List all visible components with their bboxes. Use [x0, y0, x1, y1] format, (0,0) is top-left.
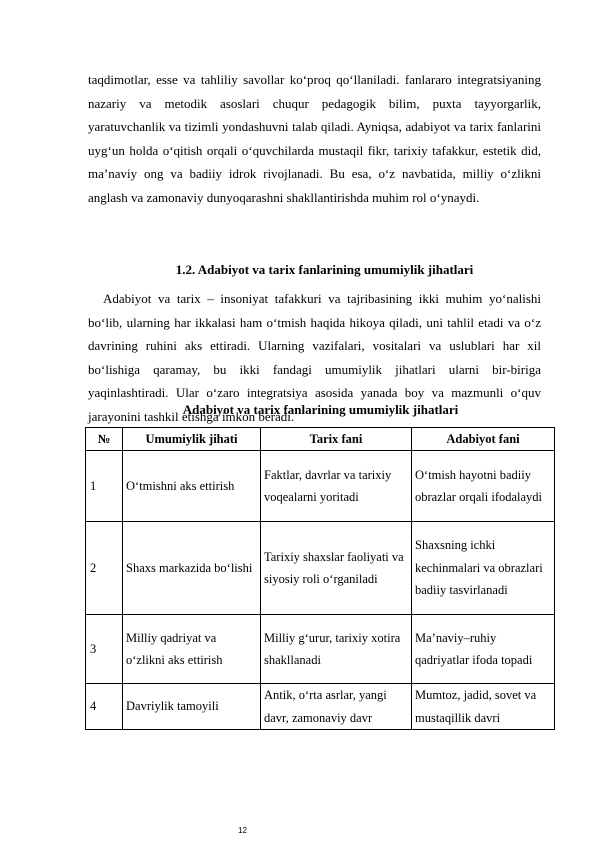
header-literature: Adabiyot fani	[412, 428, 555, 451]
row-aspect: Shaxs markazida bo‘lishi	[123, 522, 261, 615]
row-number: 3	[86, 615, 123, 684]
row-history: Faktlar, davrlar va tarixiy voqealarni yoritadi	[261, 451, 412, 522]
table-title: Adabiyot va tarix fanlarining umumiylik jihatlari	[182, 402, 459, 417]
header-number: №	[86, 428, 123, 451]
row-aspect: O‘tmishni aks ettirish	[123, 451, 261, 522]
comparison-table	[85, 427, 555, 730]
row-history: Milliy g‘urur, tarixiy xotira shakllanadi	[261, 615, 412, 684]
table-row	[86, 615, 555, 684]
row-aspect: Milliy qadriyat va o‘zlikni aks ettirish	[123, 615, 261, 684]
header-aspect: Umumiylik jihati	[123, 428, 261, 451]
row-history: Tarixiy shaxslar faoliyati va siyosiy roli o‘rganiladi	[261, 522, 412, 615]
section-paragraph: Adabiyot va tarix – insoniyat tafakkuri va tajribasining ikki muhim yo‘nalishi bo‘lib, ularning har ikkalasi ham o‘tmish haqida hikoya qiladi, uni tahlil etadi va o‘z davrining ruhini aks ettiradi. Ularning vazifalari, vositalari va uslublari har xil bo‘lishiga qaramay, bu ikki fandagi umumiylik jihatlari ularni bir-biriga yaqinlashtiradi. Ular o‘zaro integratsiya asosida yanada boy va mazmunli o‘quv jarayonini tashkil etishga imkon beradi.	[88, 291, 541, 424]
section-heading: 1.2. Adabiyot va tarix fanlarining umumiylik jihatlari	[175, 262, 474, 277]
row-literature: Mumtoz, jadid, sovet va mustaqillik davri	[412, 684, 555, 730]
row-literature: Ma’naviy–ruhiy qadriyatlar ifoda topadi	[412, 615, 555, 684]
row-number: 2	[86, 522, 123, 615]
intro-paragraph: taqdimotlar, esse va tahliliy savollar ko‘proq qo‘llaniladi. fanlararo integratsiyaning nazariy va metodik asoslari chuqur pedagogik bilim, puxta tayyorgarlik, yaratuvchanlik va tizimli yondashuvni talab qiladi. Ayniqsa, adabiyot va tarix fanlarini uyg‘un holda o‘qitish orqali o‘quvchilarda mustaqil fikr, tarixiy tafakkur, estetik did, ma’naviy ong va badiiy idrok rivojlanadi. Bu esa, o‘z navbatida, milliy o‘zlikni anglash va zamonaviy dunyoqarashni shakllantirishda muhim rol o‘ynaydi.	[88, 72, 541, 205]
row-history: Antik, o‘rta asrlar, yangi davr, zamonaviy davr	[261, 684, 412, 730]
row-literature: Shaxsning ichki kechinmalari va obrazlari badiiy tasvirlanadi	[412, 522, 555, 615]
header-history: Tarix fani	[261, 428, 412, 451]
row-aspect: Davriylik tamoyili	[123, 684, 261, 730]
table-row	[86, 684, 555, 730]
row-number: 4	[86, 684, 123, 730]
table-row	[86, 451, 555, 522]
table-row	[86, 522, 555, 615]
page-number: 12	[238, 826, 247, 835]
row-literature: O‘tmish hayotni badiiy obrazlar orqali ifodalaydi	[412, 451, 555, 522]
row-number: 1	[86, 451, 123, 522]
table-header-row	[86, 428, 555, 451]
